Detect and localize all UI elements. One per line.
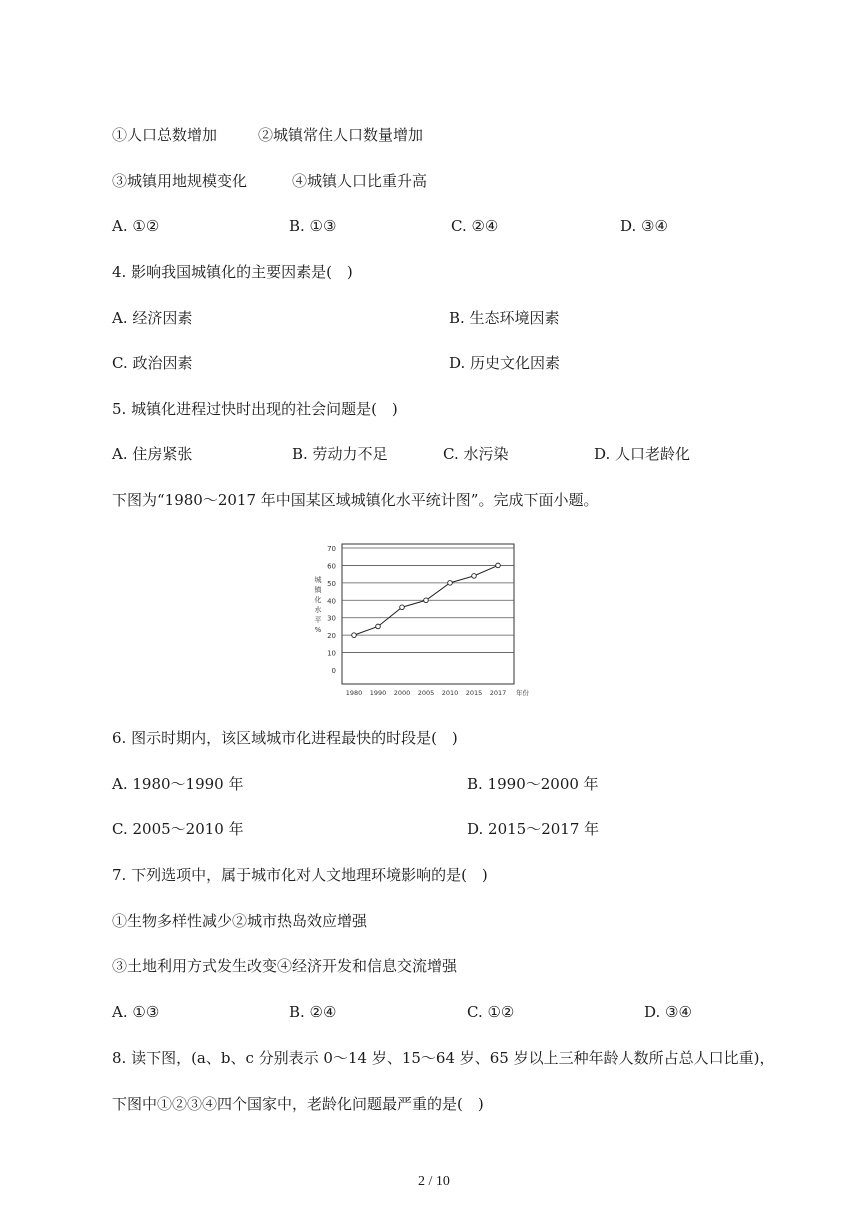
q7-stem: 7. 下列选项中，属于城市化对人文地理环境影响的是( ) <box>112 866 488 884</box>
q4-answer-d[interactable]: D. 历史文化因素 <box>449 354 561 372</box>
q3-statement-4: ④城镇人口比重升高 <box>292 172 428 190</box>
data-point <box>376 624 381 629</box>
q7-answer-d[interactable]: D. ③④ <box>644 1003 692 1021</box>
y-axis-label-char: 化 <box>314 596 322 604</box>
q8-stem: 8. 读下图，(a、b、c 分别表示 0～14 岁、15～64 岁、65 岁以上三种年龄人数所占总人口比重)， <box>112 1049 775 1067</box>
y-tick-label: 20 <box>327 632 336 641</box>
q3-answer-c[interactable]: C. ②④ <box>451 217 499 235</box>
y-tick-label: 60 <box>327 562 336 571</box>
q7-answer-c[interactable]: C. ①② <box>467 1003 515 1021</box>
data-point <box>496 563 501 568</box>
urbanization-line-chart <box>300 538 540 703</box>
x-tick-label: 1980 <box>345 689 363 697</box>
x-tick-label: 2017 <box>489 689 507 697</box>
y-tick-label: 0 <box>331 667 336 675</box>
x-tick-label: 2010 <box>441 689 459 697</box>
x-tick-label: 2000 <box>393 689 411 697</box>
q4-answer-c[interactable]: C. 政治因素 <box>112 354 193 372</box>
q6-stem: 6. 图示时期内，该区域城市化进程最快的时段是( ) <box>112 729 458 747</box>
data-point <box>400 605 405 610</box>
q5-stem: 5. 城镇化进程过快时出现的社会问题是( ) <box>112 400 398 418</box>
q7-statements-2: ③土地利用方式发生改变④经济开发和信息交流增强 <box>112 957 458 975</box>
data-point <box>448 581 453 586</box>
q8-stem-2: 下图中①②③④四个国家中，老龄化问题最严重的是( ) <box>112 1095 484 1113</box>
x-tick-label: 1990 <box>369 689 387 697</box>
y-axis-label-char: 平 <box>314 616 322 624</box>
q6-answer-a[interactable]: A. 1980～1990 年 <box>112 775 244 793</box>
data-point <box>352 633 357 638</box>
chart-frame <box>342 544 514 684</box>
q7-answer-a[interactable]: A. ①③ <box>112 1003 160 1021</box>
y-axis-label-char: % <box>314 626 322 634</box>
x-axis-label: 年份 <box>516 689 529 697</box>
q6-answer-c[interactable]: C. 2005～2010 年 <box>112 820 244 838</box>
q3-statement-3: ③城镇用地规模变化 <box>112 172 248 190</box>
y-tick-label: 40 <box>327 597 336 606</box>
q3-answer-b[interactable]: B. ①③ <box>289 217 337 235</box>
q6-answer-b[interactable]: B. 1990～2000 年 <box>467 775 599 793</box>
q7-statements-1: ①生物多样性减少②城市热岛效应增强 <box>112 912 368 930</box>
q3-answer-d[interactable]: D. ③④ <box>620 217 668 235</box>
q5-answer-b[interactable]: B. 劳动力不足 <box>292 445 388 463</box>
q3-answer-a[interactable]: A. ①② <box>112 217 160 235</box>
y-axis-label-char: 镇 <box>314 586 322 594</box>
q4-answer-b[interactable]: B. 生态环境因素 <box>449 309 560 327</box>
q7-answer-b[interactable]: B. ②④ <box>289 1003 337 1021</box>
q5-answer-a[interactable]: A. 住房紧张 <box>112 445 193 463</box>
y-axis-label-char: 城 <box>314 576 322 584</box>
data-point <box>424 598 429 603</box>
y-tick-label: 10 <box>327 649 336 658</box>
q5-answer-d[interactable]: D. 人口老龄化 <box>594 445 691 463</box>
y-tick-label: 50 <box>327 579 336 588</box>
x-tick-label: 2015 <box>465 689 483 697</box>
page-number: 2 / 10 <box>418 1174 450 1189</box>
chart-intro: 下图为“1980～2017 年中国某区域城镇化水平统计图”。完成下面小题。 <box>112 491 599 509</box>
q3-statement-2: ②城镇常住人口数量增加 <box>258 126 424 144</box>
q3-statement-1: ①人口总数增加 <box>112 126 218 144</box>
data-point <box>472 574 477 579</box>
y-tick-label: 70 <box>327 545 336 553</box>
y-tick-label: 30 <box>327 614 336 623</box>
q4-answer-a[interactable]: A. 经济因素 <box>112 309 193 327</box>
q6-answer-d[interactable]: D. 2015～2017 年 <box>467 820 600 838</box>
q4-stem: 4. 影响我国城镇化的主要因素是( ) <box>112 263 353 281</box>
x-tick-label: 2005 <box>417 689 435 697</box>
y-axis-label-char: 水 <box>314 606 322 614</box>
q5-answer-c[interactable]: C. 水污染 <box>443 445 509 463</box>
